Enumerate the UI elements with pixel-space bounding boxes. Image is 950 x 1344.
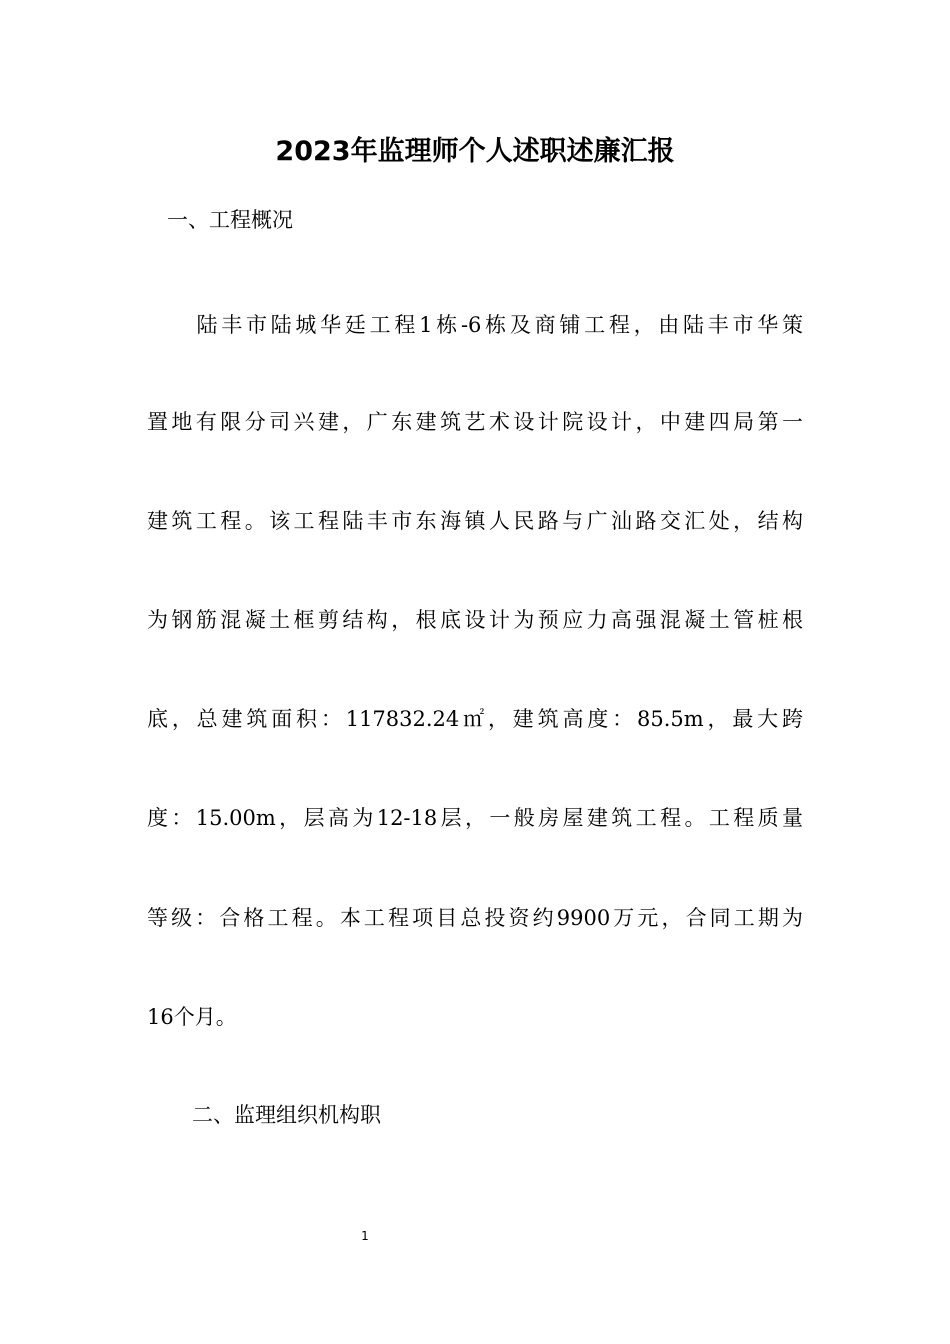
paragraph-line: 底，总建筑面积：117832.24㎡，建筑高度：85.5m，最大跨 bbox=[147, 707, 803, 731]
paragraph-line: 置地有限分司兴建，广东建筑艺术设计院设计，中建四局第一 bbox=[147, 410, 803, 434]
paragraph-line: 为钢筋混凝土框剪结构，根底设计为预应力高强混凝土管桩根 bbox=[147, 608, 803, 632]
paragraph-line: 度：15.00m，层高为12-18层，一般房屋建筑工程。工程质量 bbox=[147, 806, 803, 830]
paragraph-line: 陆丰市陆城华廷工程1栋-6栋及商铺工程，由陆丰市华策 bbox=[147, 313, 803, 337]
paragraph-line: 等级：合格工程。本工程项目总投资约9900万元，合同工期为 bbox=[147, 906, 803, 930]
document-title: 2023年监理师个人述职述廉汇报 bbox=[275, 136, 675, 167]
page-number: 1 bbox=[361, 1229, 369, 1243]
paragraph-line: 16个月。 bbox=[147, 1005, 237, 1029]
paragraph-line: 建筑工程。该工程陆丰市东海镇人民路与广汕路交汇处，结构 bbox=[147, 509, 803, 533]
section-heading-overview: 一、工程概况 bbox=[167, 208, 293, 232]
section-heading-organization: 二、监理组织机构职 bbox=[192, 1103, 381, 1127]
